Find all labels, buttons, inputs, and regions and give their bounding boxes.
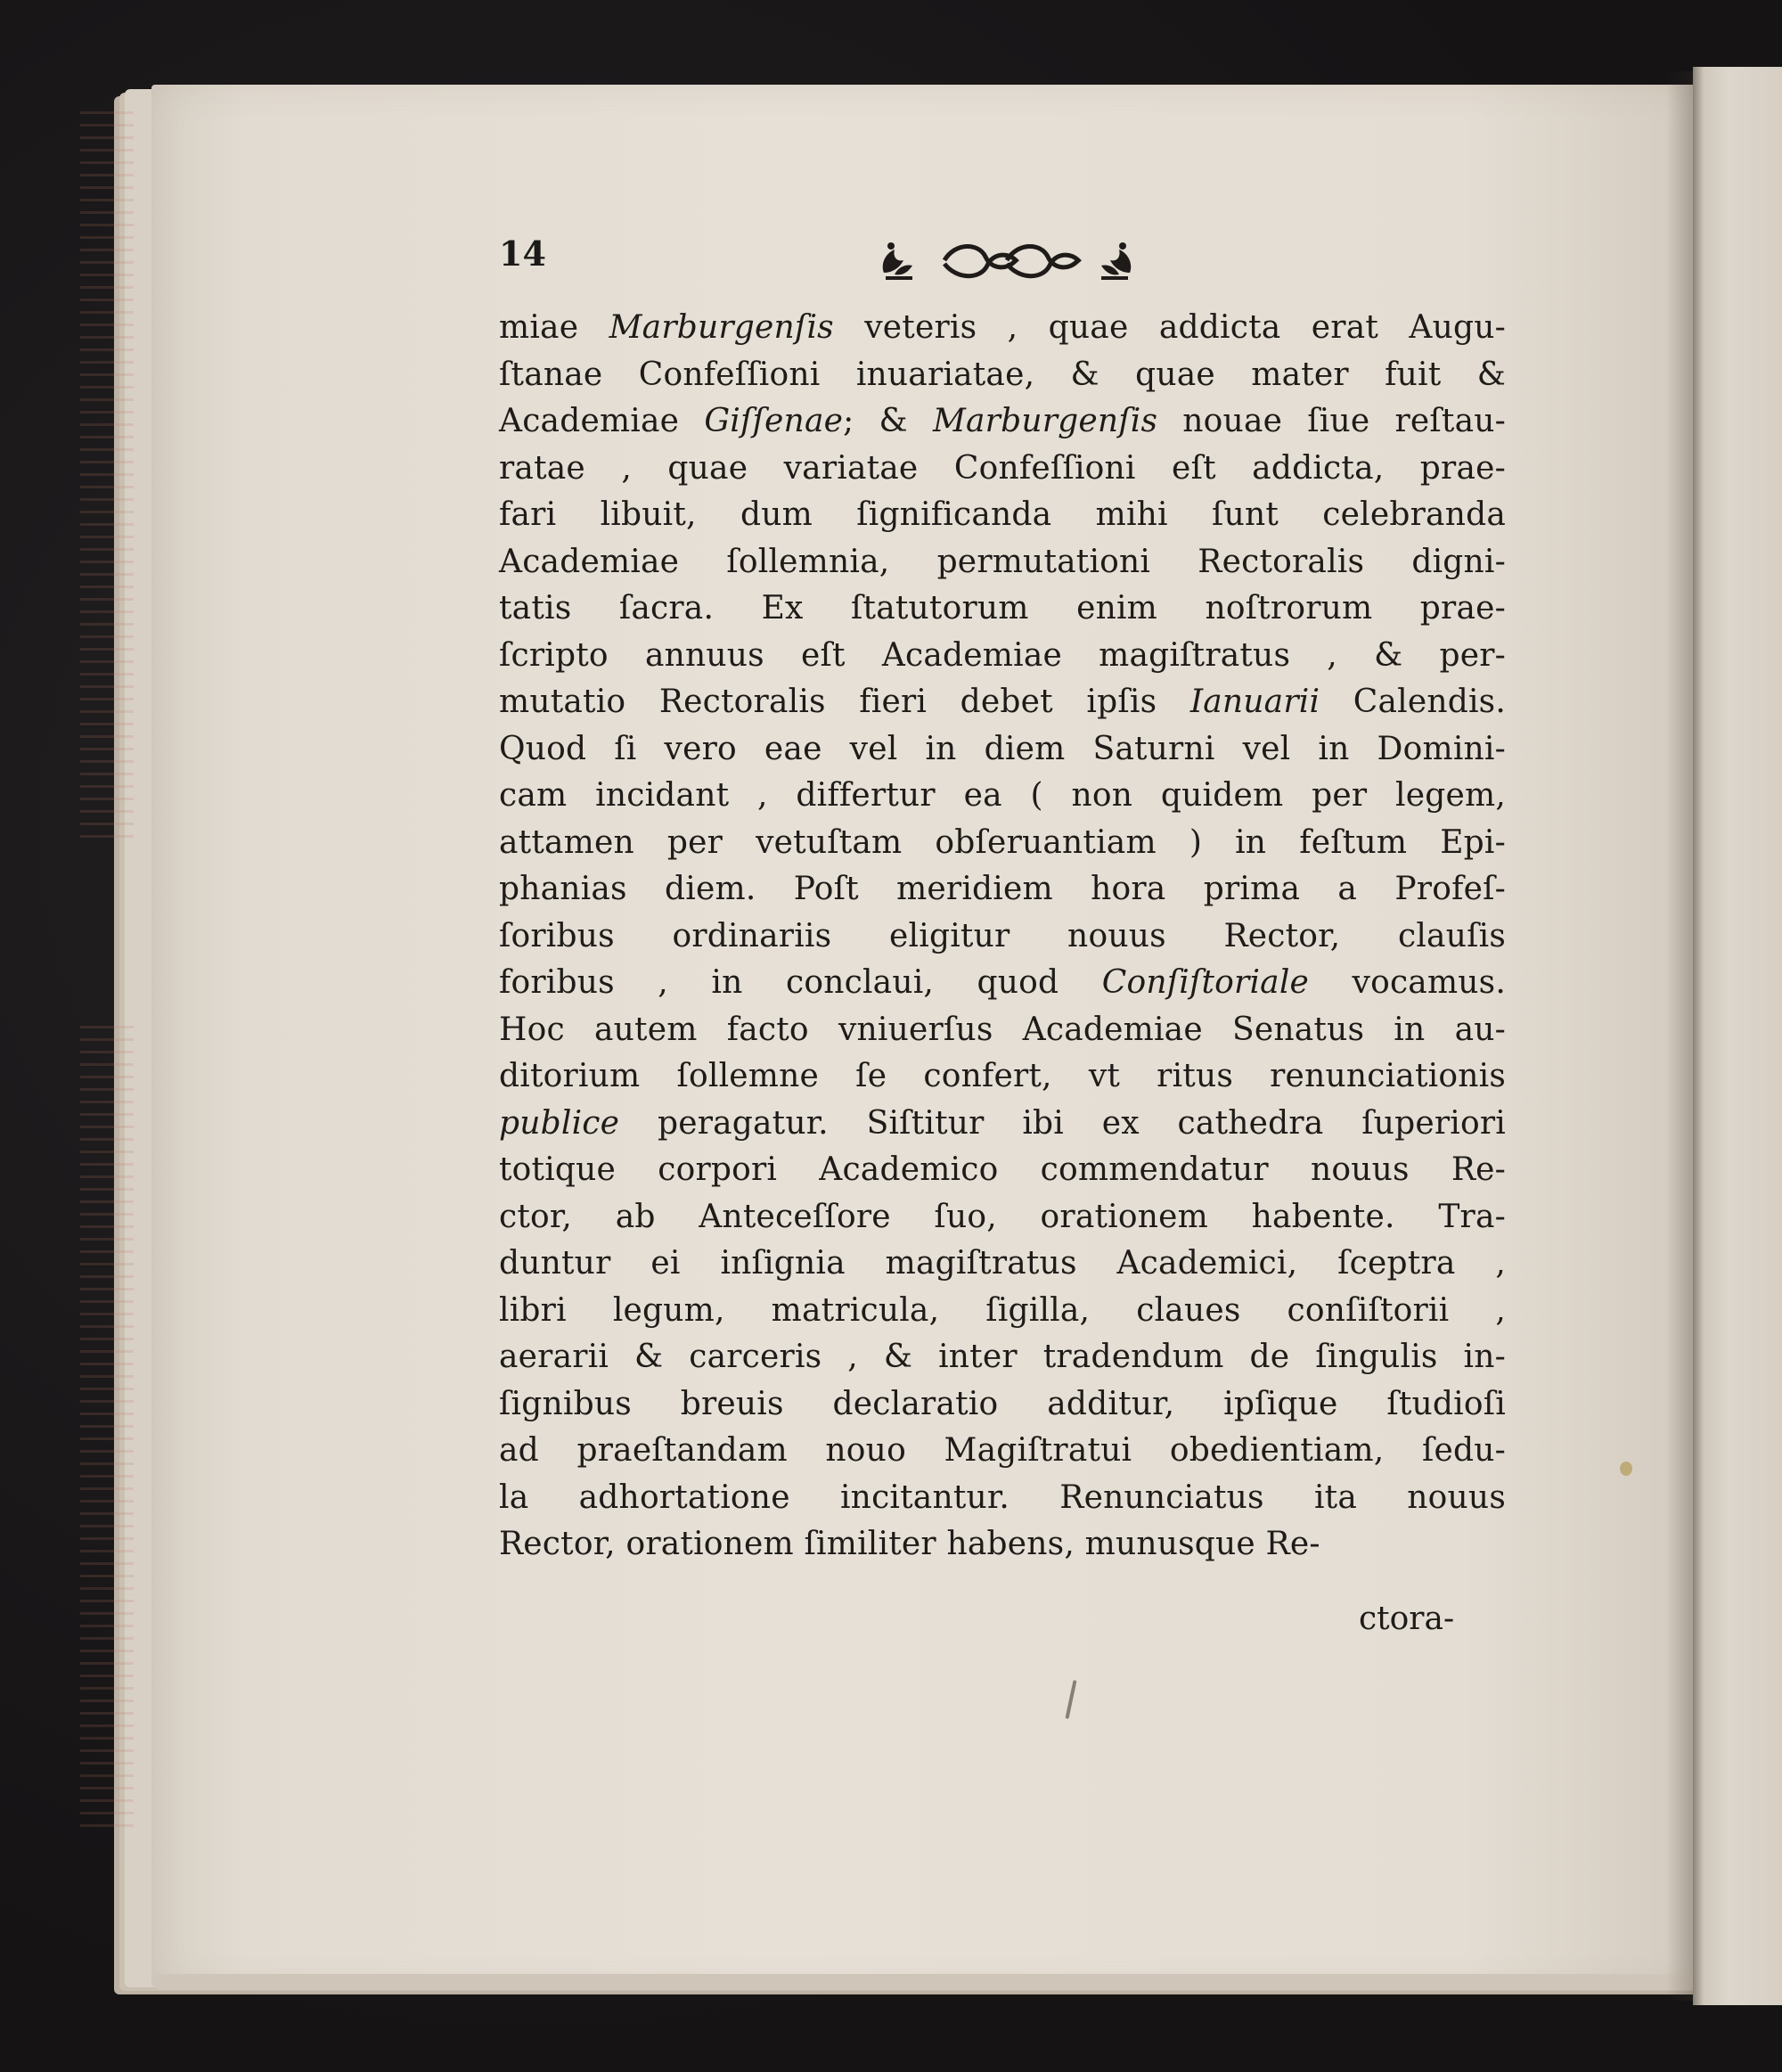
text-segment: Academiae [499, 403, 705, 439]
text-segment: ſtanae Confeſſioni inuariatae, & quae mater fuit & [499, 356, 1506, 393]
text-segment: la adhortatione incitantur. Renunciatus ita nouus [499, 1478, 1506, 1516]
text-segment: peragatur. Siſtitur ibi ex cathedra ſuperiori [619, 1104, 1506, 1142]
text-line [499, 1475, 1506, 1522]
text-line [499, 820, 1506, 867]
text-line [499, 679, 1506, 726]
text-segment: ſcripto annuus eſt Academiae magiſtratus , & per- [499, 636, 1506, 674]
fore-edge-stain [80, 1025, 134, 1827]
text-line [499, 539, 1506, 586]
text-line [499, 305, 1506, 352]
text-line [499, 1053, 1506, 1101]
text-segment: Academiae ſollemnia, permutationi Rectoralis digni- [499, 543, 1506, 580]
text-line [499, 1194, 1506, 1241]
text-segment: ad praeſtandam nouo Magiſtratui obedientiam, ſedu- [499, 1432, 1506, 1469]
text-line [499, 1147, 1506, 1194]
italic-word: Giſſenae [704, 403, 844, 439]
text-line [499, 1381, 1506, 1429]
italic-word: Marburgenſis [609, 309, 834, 346]
text-line [499, 586, 1506, 633]
text-line [499, 1101, 1506, 1148]
text-segment: foribus , in conclaui, quod [499, 964, 1102, 1001]
text-segment: Calendis. [1320, 684, 1507, 720]
text-line [499, 1334, 1506, 1381]
text-segment: ditorium ſollemne ſe confert, vt ritus renunciationis [499, 1058, 1506, 1094]
text-line [499, 726, 1506, 774]
text-line [499, 446, 1506, 493]
text-segment: Quod ſi vero eae vel in diem Saturni vel in Domini- [499, 730, 1506, 767]
text-line [499, 352, 1506, 399]
text-line [499, 960, 1506, 1007]
text-line [499, 1288, 1506, 1335]
text-segment: mutatio Rectoralis fieri debet ipſis [499, 684, 1190, 720]
text-segment: aerarii & carceris , & inter tradendum de ſingulis in- [499, 1339, 1506, 1375]
text-segment: ratae , quae variatae Confeſſioni eſt addicta, prae- [499, 449, 1506, 487]
text-segment: cam incidant , differtur ea ( non quidem per legem, [499, 777, 1506, 814]
text-segment: ſoribus ordinariis eligitur nouus Rector, clauſis [499, 917, 1506, 954]
text-line [499, 633, 1506, 680]
page-bottom-edge [156, 1974, 1697, 1990]
running-header [499, 233, 1506, 287]
text-segment: phanias diem. Poſt meridiem hora prima a Profeſ- [499, 871, 1506, 907]
text-line [499, 398, 1506, 446]
text-line [499, 913, 1506, 961]
text-segment: totique corpori Academico commendatur nouus Re- [499, 1151, 1506, 1188]
text-line [499, 1241, 1506, 1288]
italic-word: Ianuarii [1189, 684, 1320, 720]
text-segment: ; & [843, 403, 933, 439]
text-line [499, 1428, 1506, 1475]
text-segment: libri legum, matricula, ſigilla, claues conſiſtorii , [499, 1291, 1506, 1329]
text-segment: Rector, orationem ſimiliter habens, munusque Re- [499, 1526, 1320, 1562]
catchword: ctora- [1359, 1601, 1455, 1637]
italic-word: Marburgenſis [932, 403, 1158, 439]
text-line [499, 866, 1506, 913]
text-segment: nouae ſiue reſtau- [1157, 403, 1506, 439]
text-segment: miae [499, 309, 609, 346]
text-segment: Hoc autem facto vniuerſus Academiae Senatus in au- [499, 1011, 1506, 1048]
facing-page-edge [1693, 67, 1782, 2005]
text-line [499, 1521, 1506, 1568]
text-segment: ctor, ab Anteceſſore ſuo, orationem habente. Tra- [499, 1198, 1506, 1235]
text-segment: fari libuit, dum ſignificanda mihi ſunt celebranda [499, 496, 1506, 533]
text-segment: attamen per vetuſtam obſeruantiam ) in feſtum Epi- [499, 823, 1506, 861]
text-segment: duntur ei inſignia magiſtratus Academici, ſceptra , [499, 1245, 1506, 1282]
text-segment: veteris , quae addicta erat Augu- [833, 309, 1506, 346]
text-line [499, 1007, 1506, 1054]
fleuron-headpiece-icon [873, 233, 1140, 287]
fore-edge-stain [80, 107, 134, 838]
text-line [499, 773, 1506, 820]
text-line [499, 492, 1506, 539]
text-segment: tatis ſacra. Ex ſtatutorum enim noſtrorum prae- [499, 590, 1506, 627]
paper-stain [1620, 1462, 1632, 1476]
text-segment: ſignibus breuis declaratio additur, ipſique ſtudioſi [499, 1385, 1506, 1422]
italic-word: Conſiſtoriale [1101, 964, 1310, 1001]
page-number: 14 [499, 233, 546, 274]
italic-word: publice [499, 1104, 620, 1142]
text-segment: vocamus. [1309, 964, 1507, 1001]
body-text [499, 305, 1506, 1568]
